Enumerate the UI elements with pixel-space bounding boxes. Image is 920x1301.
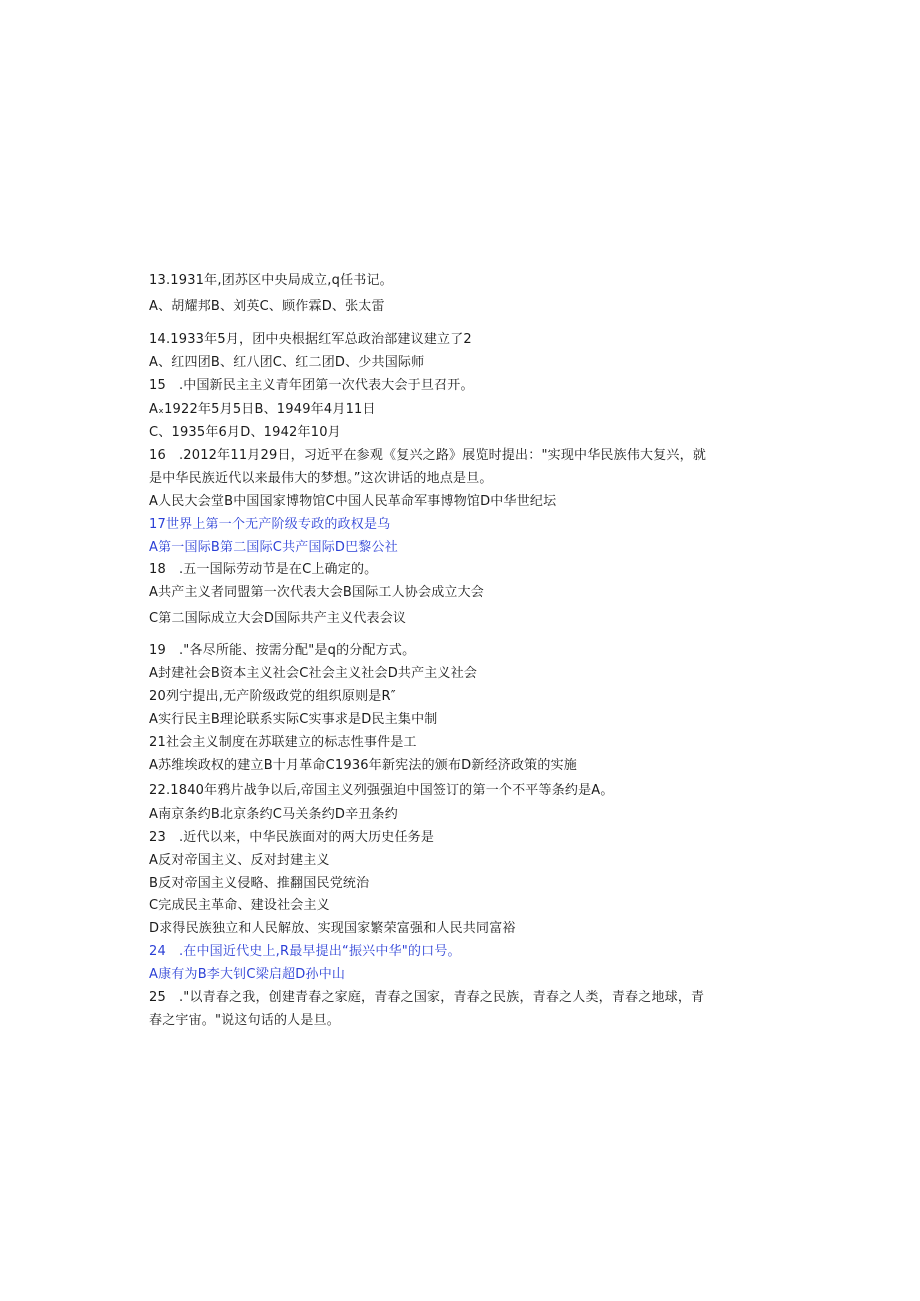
question-22: 22.1840年鸦片战争以后,帝国主义列强强迫中国签订的第一个不平等条约是A。 xyxy=(149,783,614,798)
options-24: A康有为B李大钊C梁启超D孙中山 xyxy=(149,967,346,982)
question-25-cont: 春之宇宙。"说这句话的人是旦。 xyxy=(149,1013,340,1028)
options-15-cd: C、1935年6月D、1942年10月 xyxy=(149,425,341,440)
question-20: 20列宁提出,无产阶级政党的组织原则是R″ xyxy=(149,689,396,704)
options-15-ab: Aₓ1922年5月5日B、1949年4月11日 xyxy=(149,402,376,417)
options-16: A人民大会堂B中国国家博物馆C中国人民革命军事博物馆D中华世纪坛 xyxy=(149,494,557,509)
options-14: A、红四团B、红八团C、红二团D、少共国际师 xyxy=(149,355,425,370)
options-22: A南京条约B北京条约C马关条约D辛丑条约 xyxy=(149,807,398,822)
options-21: A苏维埃政权的建立B十月革命C1936年新宪法的颁布D新经济政策的实施 xyxy=(149,758,577,773)
question-19: 19 ."各尽所能、按需分配"是q的分配方式。 xyxy=(149,643,416,658)
option-23-a: A反对帝国主义、反对封建主义 xyxy=(149,853,330,868)
question-13: 13.1931年,团苏区中央局成立,q任书记。 xyxy=(149,273,393,288)
question-16-cont: 是中华民族近代以来最伟大的梦想。”这次讲话的地点是旦。 xyxy=(149,471,493,486)
options-17: A第一国际B第二国际C共产国际D巴黎公社 xyxy=(149,540,398,555)
option-23-b: B反对帝国主义侵略、推翻国民党统治 xyxy=(149,876,370,891)
options-20: A实行民主B理论联系实际C实事求是D民主集中制 xyxy=(149,712,438,727)
question-21: 21社会主义制度在苏联建立的标志性事件是工 xyxy=(149,735,417,750)
question-25: 25 ."以青春之我，创建青春之家庭，青春之国家，青春之民族，青春之人类，青春之地球，青 xyxy=(149,990,705,1005)
options-18-ab: A共产主义者同盟第一次代表大会B国际工人协会成立大会 xyxy=(149,585,485,600)
question-16: 16 .2012年11月29日，习近平在参观《复兴之路》展览时提出："实现中华民族伟大复兴，就 xyxy=(149,448,707,463)
options-13: A、胡耀邦B、刘英C、顾作霖D、张太雷 xyxy=(149,299,385,314)
option-23-d: D求得民族独立和人民解放、实现国家繁荣富强和人民共同富裕 xyxy=(149,921,516,936)
question-14: 14.1933年5月，团中央根据红军总政治部建议建立了2 xyxy=(149,332,472,347)
options-19: A封建社会B资本主义社会C社会主义社会D共产主义社会 xyxy=(149,666,478,681)
question-18: 18 .五一国际劳动节是在C上确定的。 xyxy=(149,562,378,577)
question-15: 15 .中国新民主主义青年团第一次代表大会于旦召开。 xyxy=(149,378,474,393)
option-23-c: C完成民主革命、建设社会主义 xyxy=(149,898,330,913)
question-23: 23 .近代以来，中华民族面对的两大历史任务是 xyxy=(149,830,435,845)
question-17: 17世界上第一个无产阶级专政的政权是乌 xyxy=(149,517,391,532)
question-24: 24 .在中国近代史上,R最早提出“振兴中华"的口号。 xyxy=(149,944,461,959)
options-18-cd: C第二国际成立大会D国际共产主义代表会议 xyxy=(149,611,407,626)
